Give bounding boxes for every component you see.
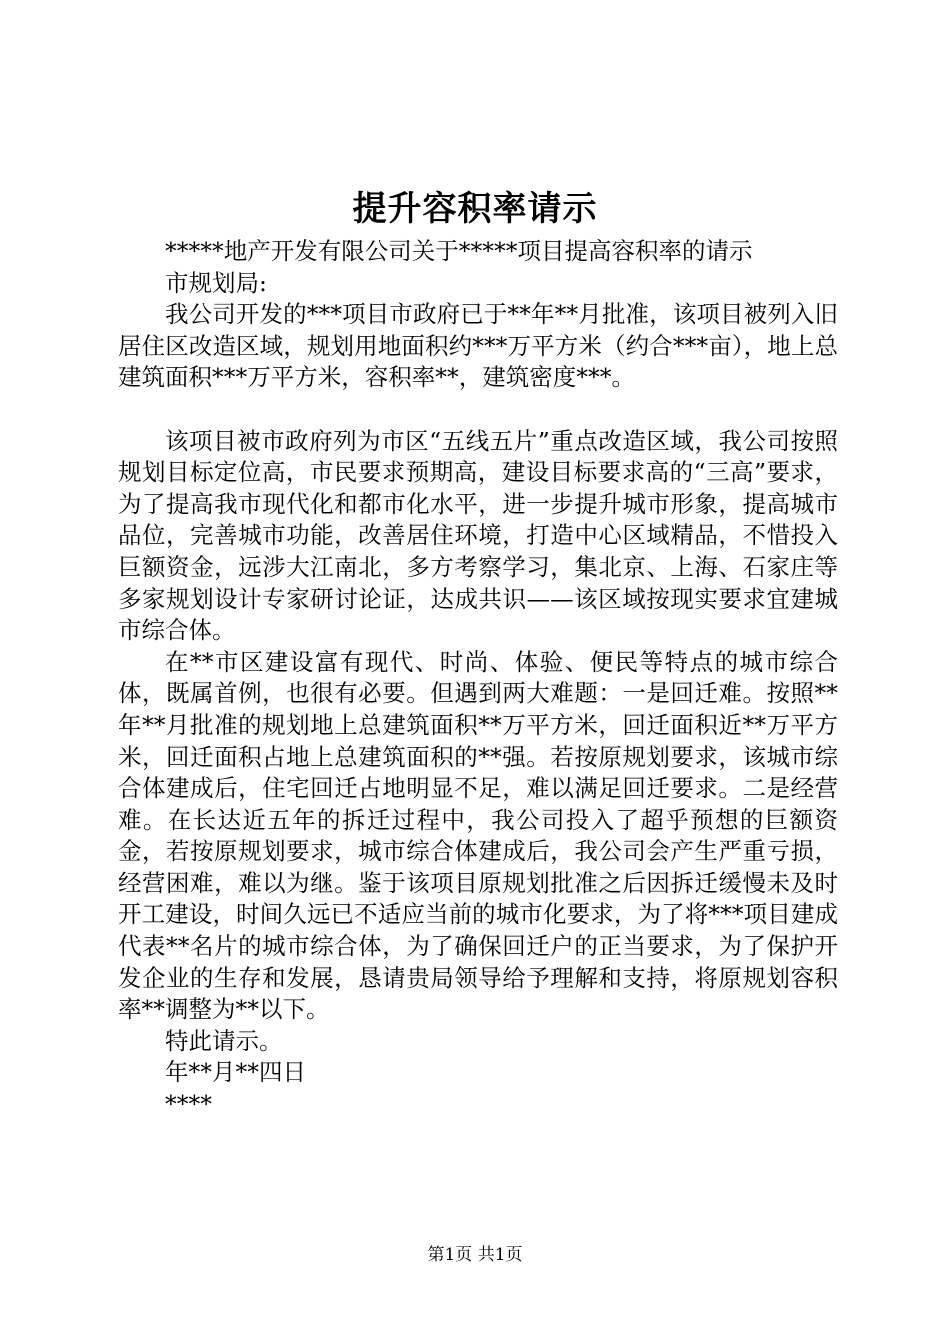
addressee: 市规划局: <box>165 268 267 297</box>
paragraph-3: 在**市区建设富有现代、时尚、体验、便民等特点的城市综合体，既属首例，也很有必要。但遇到两大难题：一是回迁难。按照**年**月批准的规划地上总建筑面积**万平方米，回迁面积近**万平方米，回迁面积占地上总建筑面积的**强。若按原规划要求，该城市综合体建成后，住宅回迁占地明显不足，难以满足回迁要求。二是经营难。在长达近五年的拆迁过程中，我公司投入了超乎预想的巨额资金，若按原规划要求，城市综合体建成后，我公司会产生严重亏损，经营困难，难以为继。鉴于该项目原规划批准之后因拆迁缓慢未及时开工建设，时间久远已不适应当前的城市化要求，为了将***项目建成代表**名片的城市综合体，为了确保回迁户的正当要求，为了保护开发企业的生存和发展，恳请贵局领导给予理解和支持，将原规划容积率**调整为**以下。 <box>118 647 838 1024</box>
document-title: 提升容积率请示 <box>352 189 598 229</box>
closing-line: 特此请示。 <box>165 1026 283 1055</box>
signature: **** <box>165 1090 212 1119</box>
paragraph-2: 该项目被市政府列为市区“五线五片”重点改造区域，我公司按照规划目标定位高，市民要求预期高，建设目标要求高的“三高”要求，为了提高我市现代化和都市化水平，进一步提升城市形象，提高城市品位，完善城市功能，改善居住环境，打造中心区域精品，不惜投入巨额资金，远涉大江南北，多方考察学习，集北京、上海、石家庄等多家规划设计专家研讨论证，达成共识——该区域按现实要求宜建城市综合体。 <box>118 426 838 645</box>
paragraph-1: 我公司开发的***项目市政府已于**年**月批准，该项目被列入旧居住区改造区域，规划用地面积约***万平方米（约合***亩），地上总建筑面积***万平方米，容积率**，建筑密度***。 <box>118 300 838 392</box>
document-body <box>118 236 838 1121</box>
date-line: 年**月**四日 <box>165 1058 306 1087</box>
header-line: *****地产开发有限公司关于*****项目提高容积率的请示 <box>165 237 753 265</box>
page-footer: 第1页 共1页 <box>427 1245 523 1265</box>
